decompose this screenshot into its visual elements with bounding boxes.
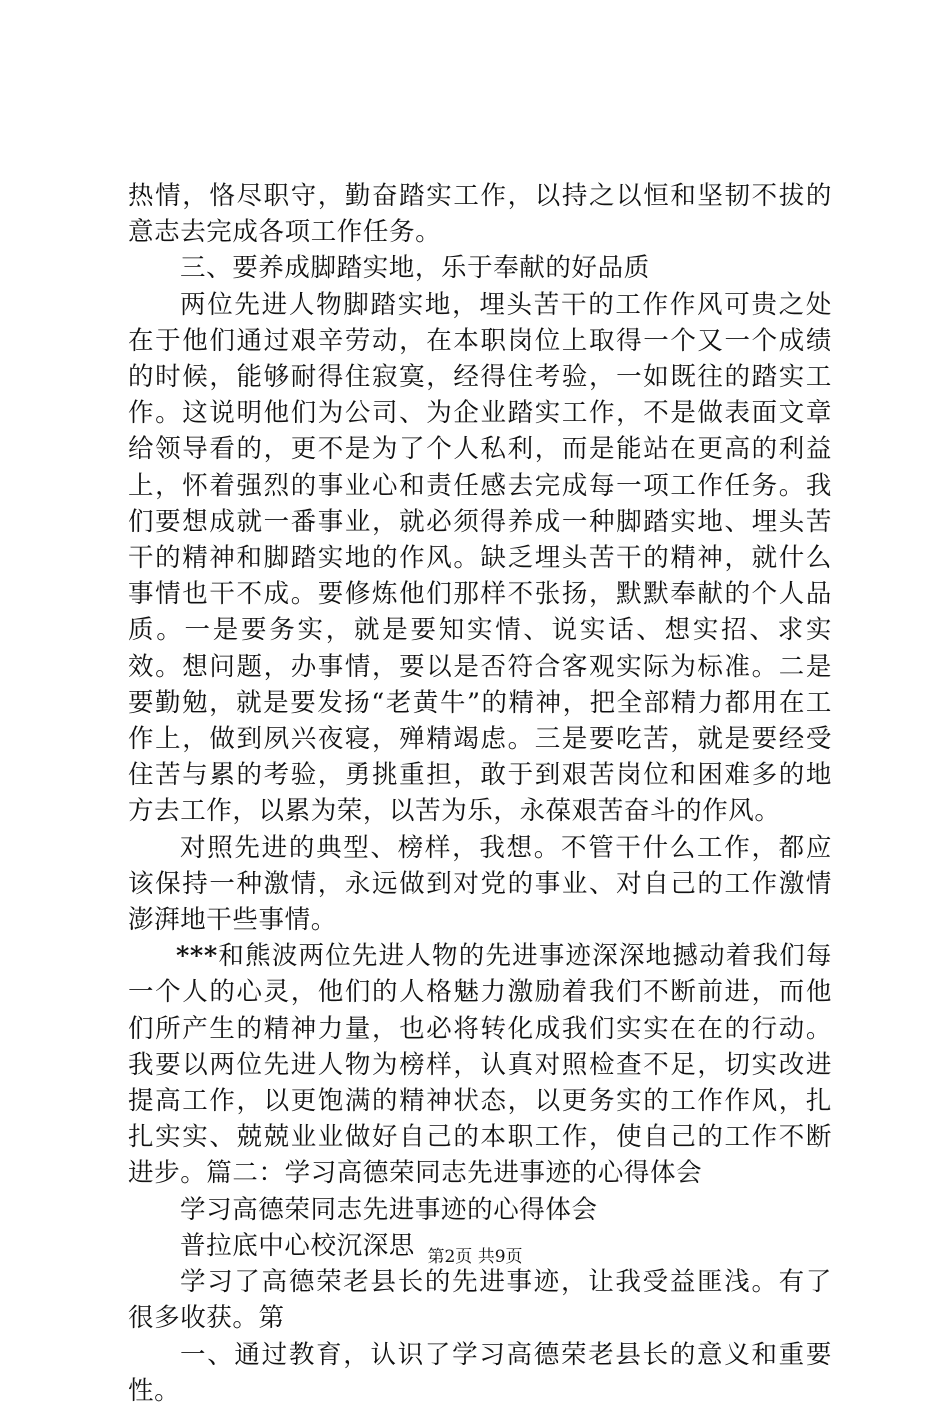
paragraph-conclusion-text: 和熊波两位先进人物的先进事迹深深地撼动着我们每一个人的心灵，他们的人格魅力激励着我们不断前进，而他们所产生的精神力量，也必将转化成我们实实在在的行动。我要以两位先进人物为榜样，认真对照检查不足，切实改进提高工作，以更饱满的精神状态，以更务实的工作作风，扎扎实实、兢兢业业做好自己的本职工作，使自己的工作不断进步。篇二：学习高德荣同志先进事迹的心得体会 xyxy=(128,941,832,1189)
article-two-point-one: 一、通过教育，认识了学习高德荣老县长的意义和重要性。 xyxy=(128,1339,832,1406)
article-two-author: 普拉底中心校沉深思 xyxy=(180,1230,415,1261)
paragraph-reflection: 对照先进的典型、榜样，我想。不管干什么工作，都应该保持一种激情，永远做到对党的事业、对自己的工作激情澎湃地干些事情。 xyxy=(128,832,832,936)
document-body xyxy=(128,178,832,1409)
paragraph-continuation: 热情，恪尽职守，勤奋踏实工作，以持之以恒和坚韧不拔的意志去完成各项工作任务。 xyxy=(128,181,832,248)
section-heading-three: 三、要养成脚踏实地，乐于奉献的好品质 xyxy=(180,253,650,284)
article-two-title: 学习高德荣同志先进事迹的心得体会 xyxy=(180,1194,598,1225)
paragraph-pioneers-work-style: 两位先进人物脚踏实地，埋头苦干的工作作风可贵之处在于他们通过艰辛劳动，在本职岗位上取得一个又一个成绩的时候，能够耐得住寂寞，经得住考验，一如既往的踏实工作。这说明他们为公司、为企业踏实工作，不是做表面文章给领导看的，更不是为了个人私利，而是能站在更高的利益上，怀着强烈的事业心和责任感去完成每一项工作任务。我们要想成就一番事业，就必须得养成一种脚踏实地、埋头苦干的精神和脚踏实地的作风。缺乏埋头苦干的精神，就什么事情也干不成。要修炼他们那样不张扬，默默奉献的个人品质。一是要务实，就是要知实情、说实话、想实招、求实效。想问题，办事情，要以是否符合客观实际为标准。二是要勤勉，就是要发扬“老黄牛”的精神，把全部精力都用在工作上，做到夙兴夜寝，殚精竭虑。三是要吃苦，就是要经受住苦与累的考验，勇挑重担，敢于到艰苦岗位和困难多的地方去工作，以累为荣，以苦为乐，永葆艰苦奋斗的作风。 xyxy=(128,289,832,827)
paragraph-conclusion xyxy=(128,938,832,1191)
article-two-intro: 学习了高德荣老县长的先进事迹，让我受益匪浅。有了很多收获。第 xyxy=(128,1267,832,1334)
page-number-footer: 第2页 共9页 xyxy=(427,1247,523,1267)
redacted-name-mark: *** xyxy=(176,941,218,972)
